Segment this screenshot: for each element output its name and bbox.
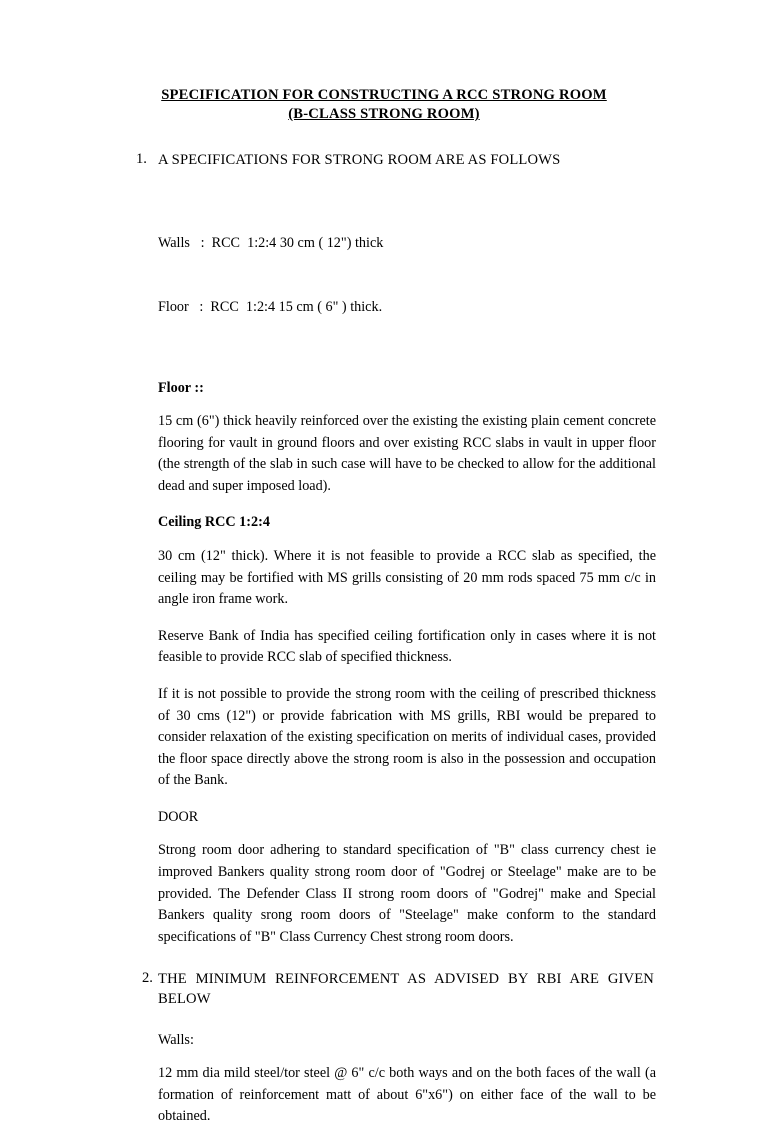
section-1-body <box>158 190 656 948</box>
walls-paragraph: 12 mm dia mild steel/tor steel @ 6" c/c both ways and on the both faces of the wall (a formation of reinforcement matt of about 6"x6") on either face of the wall to be obtained. <box>158 1065 656 1125</box>
spec-line-floor: Floor : RCC 1:2:4 15 cm ( 6" ) thick. <box>158 298 383 315</box>
ceiling-paragraph-1: 30 cm (12" thick). Where it is not feasible to provide a RCC slab as specified, the ceiling may be fortified with MS grills consisting of 20 mm rods spaced 75 mm c/c in angle iron frame work. <box>158 548 656 608</box>
document-title <box>112 86 656 125</box>
title-line-1: SPECIFICATION FOR CONSTRUCTING A RCC STRONG ROOM <box>161 87 607 103</box>
spec-line-walls: Walls : RCC 1:2:4 30 cm ( 12") thick <box>158 234 384 251</box>
walls-heading: Walls: <box>158 1031 194 1048</box>
section-1 <box>136 150 656 171</box>
ceiling-heading: Ceiling RCC 1:2:4 <box>158 514 270 531</box>
door-heading: DOOR <box>158 808 199 825</box>
section-2-number: 2. <box>142 970 153 987</box>
section-2 <box>142 970 656 1009</box>
section-1-number: 1. <box>136 150 147 167</box>
floor-paragraph: 15 cm (6") thick heavily reinforced over the existing the existing plain cement concrete flooring for vault in ground floors and over existing RCC slabs in vault in upper floor (the strength of the slab in such case will have to be checked to allow for the additional dead and super imposed load). <box>158 413 656 494</box>
door-paragraph: Strong room door adhering to standard specification of "B" class currency chest ie improved Bankers quality strong room door of "Godrej or Steelage" make are to be provided. The Defender Class II strong room doors of "Godrej" make and Special Bankers quality srong room doors of "Steelage" make conform to the standard specifications of "B" Class Currency Chest strong room doors. <box>158 842 656 945</box>
ceiling-paragraph-3: If it is not possible to provide the strong room with the ceiling of prescribed thickness of 30 cms (12") or provide fabrication with MS grills, RBI would be prepared to consider relaxation of the existing specification on merits of individual cases, provided the floor space directly above the strong room is also in the possession and occupation of the Bank. <box>158 685 656 789</box>
title-line-2: (B-CLASS STRONG ROOM) <box>288 106 480 123</box>
ceiling-paragraph-2: Reserve Bank of India has specified ceiling fortification only in cases where it is not feasible to provide RCC slab of specified thickness. <box>158 627 656 666</box>
floor-heading: Floor :: <box>158 379 204 396</box>
section-2-body <box>158 1030 656 1128</box>
section-2-heading: THE MINIMUM REINFORCEMENT AS ADVISED BY RBI ARE GIVEN BELOW <box>158 971 654 1008</box>
section-1-heading: A SPECIFICATIONS FOR STRONG ROOM ARE AS FOLLOWS <box>158 151 561 168</box>
spec-lines <box>158 190 656 360</box>
